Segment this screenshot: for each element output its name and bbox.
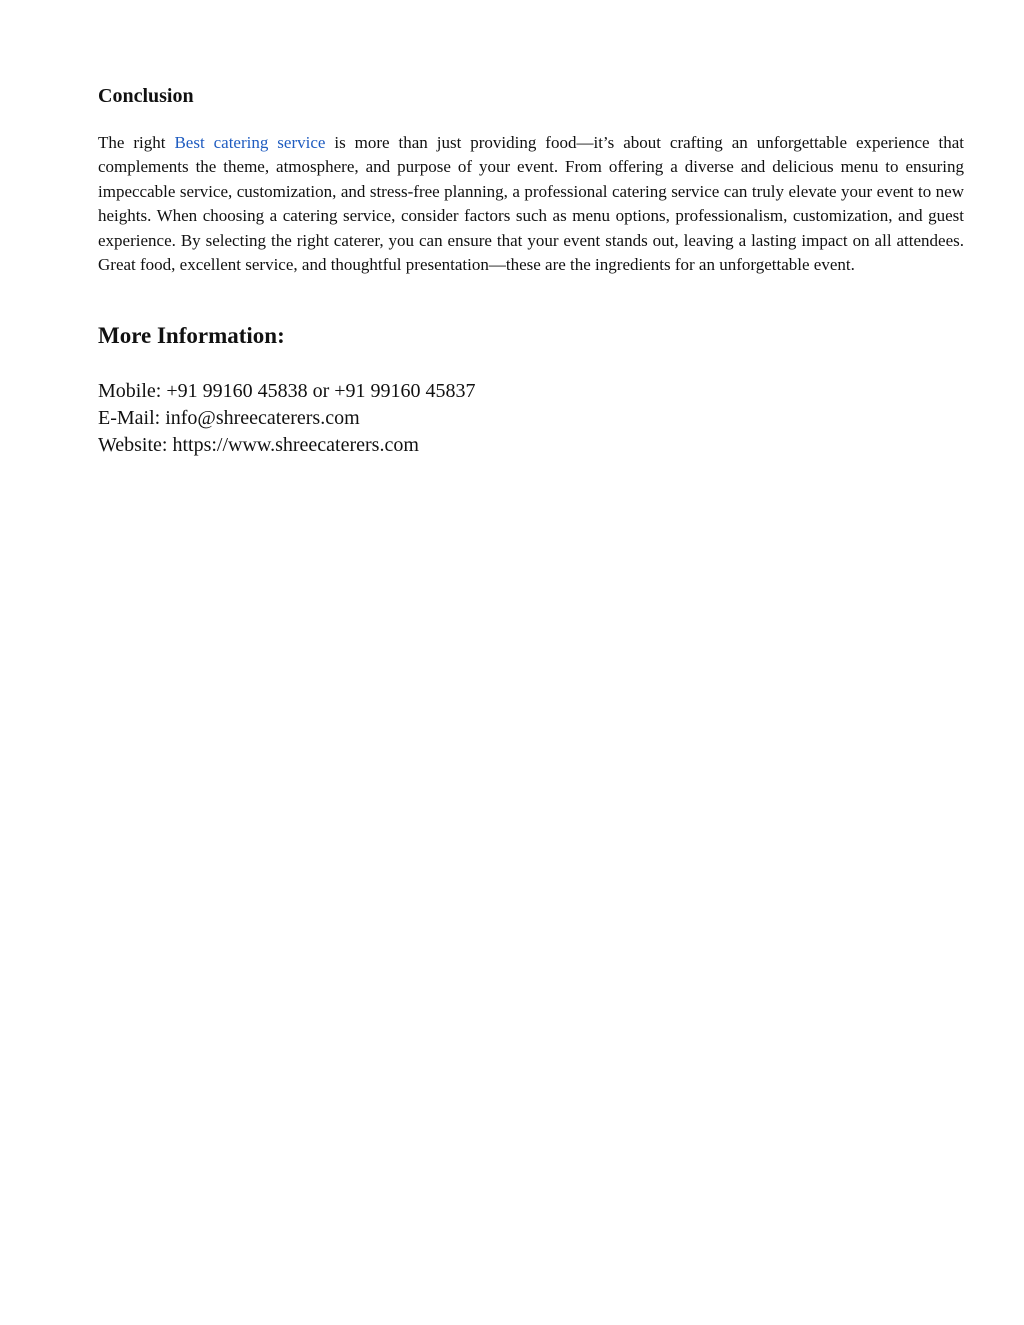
more-information-heading: More Information: [98,323,285,348]
paragraph-text-end: is more than just providing food—it’s about crafting an unforgettable experience that complements the theme, atmosphere, and purpose of your event. From offering a diverse and delicious menu to ensuring impeccable service, customization, and stress-free planning, a professional catering service can truly elevate your event to new heights. When choosing a catering service, consider factors such as menu options, professionalism, customization, and guest experience. By selecting the right caterer, you can ensure that your event stands out, leaving a lasting impact on all attendees. Great food, excellent service, and thoughtful presentation—these are the ingredients for an unforgettable event. [98,133,965,275]
conclusion-paragraph [98,131,964,277]
conclusion-heading: Conclusion [98,85,194,107]
best-catering-service-link[interactable]: Best catering service [174,133,326,152]
website-line: Website: https://www.shreecaterers.com [98,434,419,456]
contact-details [98,378,476,459]
paragraph-text-start: The right [98,133,175,152]
email-line: E-Mail: info@shreecaterers.com [98,407,360,429]
mobile-line: Mobile: +91 99160 45838 or +91 99160 45837 [98,380,476,402]
